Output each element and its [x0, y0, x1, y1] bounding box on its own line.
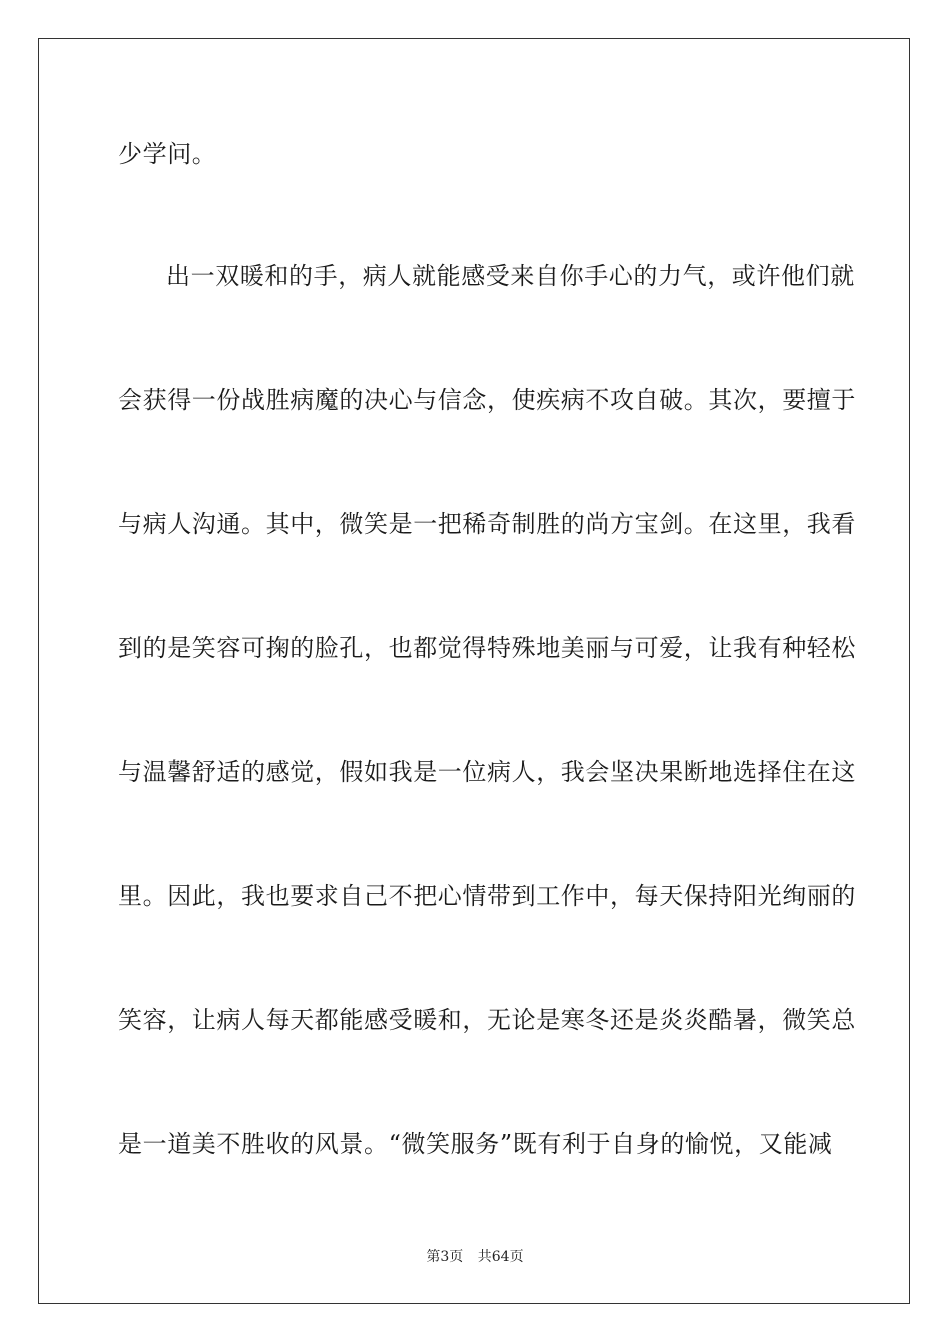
paragraph-line-6: 与温馨舒适的感觉，假如我是一位病人，我会坚决果断地选择住在这 — [118, 758, 856, 786]
paragraph-line-1: 少学问。 — [118, 140, 217, 168]
paragraph-line-3: 会获得一份战胜病魔的决心与信念，使疾病不攻自破。其次，要擅于 — [118, 386, 856, 414]
page-border — [38, 38, 910, 1304]
page-total: 共64页 — [477, 1249, 524, 1265]
paragraph-line-7: 里。因此，我也要求自己不把心情带到工作中，每天保持阳光绚丽的 — [118, 882, 856, 910]
paragraph-line-8: 笑容，让病人每天都能感受暖和，无论是寒冬还是炎炎酷暑，微笑总 — [118, 1006, 856, 1034]
page-number: 第3页 — [426, 1249, 464, 1265]
paragraph-line-2: 出一双暖和的手，病人就能感受来自你手心的力气，或许他们就 — [166, 262, 855, 290]
paragraph-line-9: 是一道美不胜收的风景。“微笑服务”既有利于自身的愉悦，又能减 — [118, 1130, 833, 1158]
page-footer — [0, 1248, 950, 1266]
paragraph-line-4: 与病人沟通。其中，微笑是一把稀奇制胜的尚方宝剑。在这里，我看 — [118, 510, 856, 538]
paragraph-line-5: 到的是笑容可掬的脸孔，也都觉得特殊地美丽与可爱，让我有种轻松 — [118, 634, 856, 662]
